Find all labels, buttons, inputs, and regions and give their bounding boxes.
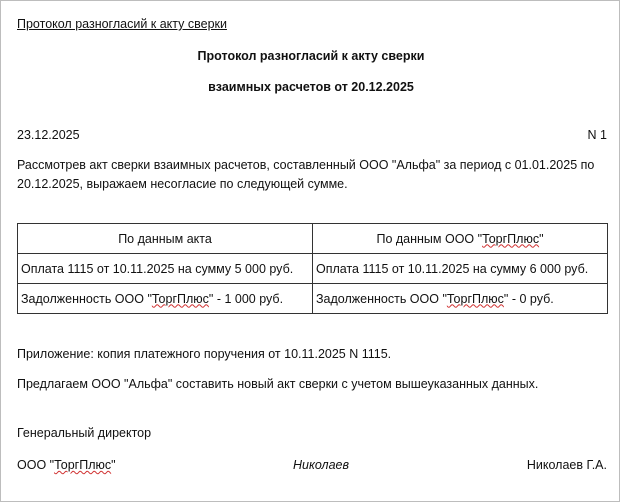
attachment-line: Приложение: копия платежного поручения от 10.11.2025 N 1115. [17,347,392,361]
signer-organization [17,458,116,472]
org-suffix: " [111,458,116,472]
table-header-act: По данным акта [18,224,313,254]
company-name-misspelled: ТоргПлюс [446,291,504,306]
proposal-line: Предлагаем ООО "Альфа" составить новый акт сверки с учетом вышеуказанных данных. [17,377,539,391]
signer-position: Генеральный директор [17,426,152,440]
intro-paragraph: Рассмотрев акт сверки взаимных расчетов, составленный ООО "Альфа" за период с 01.01.2025 по 20.12.2025, выражаем несогласие по следующей сумме. [17,158,595,191]
debt-suffix: " - 0 руб. [503,291,554,306]
document-header-label: Протокол разногласий к акту сверки [17,17,227,31]
comparison-table [17,223,608,314]
signature: Николаев [293,458,350,472]
document-title-line-2: взаимных расчетов от 20.12.2025 [208,80,414,94]
company-name-misspelled: ТоргПлюс [151,291,209,306]
debt-suffix: " - 1 000 руб. [208,291,284,306]
table-header-company [313,224,608,254]
org-prefix: ООО " [17,458,55,472]
table-cell-act-payment: Оплата 1115 от 10.11.2025 на сумму 5 000 руб. [18,254,313,284]
company-name-misspelled: ТоргПлюс [482,231,540,246]
table-cell-company-payment: Оплата 1115 от 10.11.2025 на сумму 6 000 руб. [313,254,608,284]
table-row [18,284,608,314]
document-number: N 1 [587,128,607,142]
document-date: 23.12.2025 [17,128,80,142]
signer-name: Николаев Г.А. [526,458,607,472]
company-name-misspelled: ТоргПлюс [54,458,112,472]
debt-prefix: Задолженность ООО " [316,291,447,306]
table-cell-company-debt [313,284,608,314]
document-title-line-1: Протокол разногласий к акту сверки [197,49,425,63]
table-row [18,254,608,284]
table-cell-act-debt [18,284,313,314]
table-header-row [18,224,608,254]
header-prefix: По данным ООО " [376,231,483,246]
header-suffix: " [539,231,544,246]
debt-prefix: Задолженность ООО " [21,291,152,306]
